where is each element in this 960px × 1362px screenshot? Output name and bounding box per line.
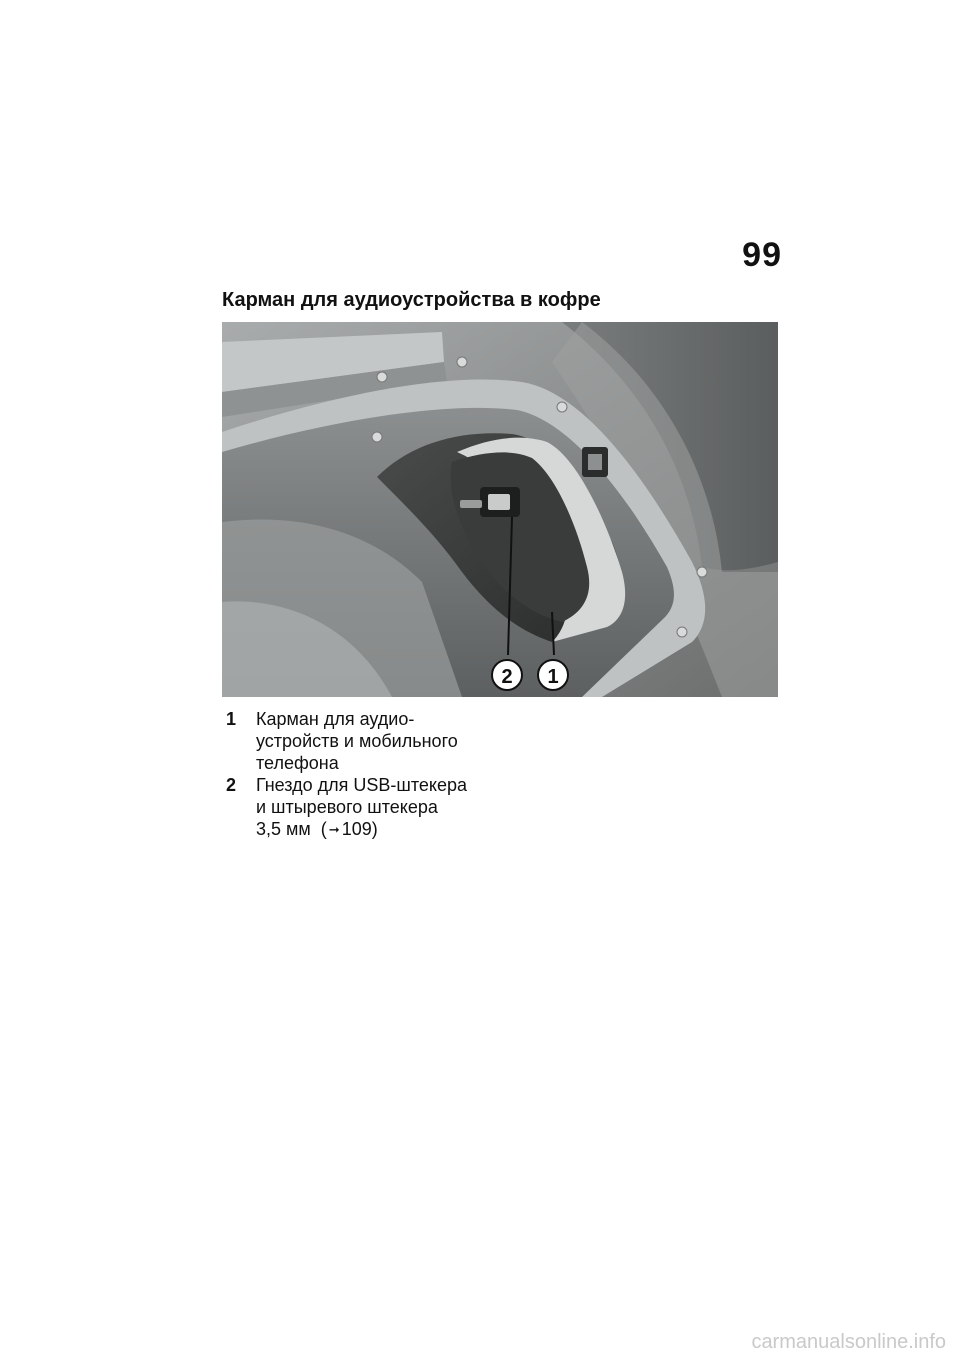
callout-1 xyxy=(538,660,568,690)
legend-item-number: 1 xyxy=(226,709,237,729)
legend-line xyxy=(256,818,526,841)
legend-item-text xyxy=(256,774,526,841)
callout-2-label: 2 xyxy=(501,666,513,688)
callout-1-label: 1 xyxy=(547,666,559,688)
legend xyxy=(226,708,526,841)
watermark: carmanualsonline.info xyxy=(751,1331,946,1353)
callout-2 xyxy=(492,660,522,690)
figure-audio-pocket xyxy=(222,322,778,697)
page-reference-link[interactable]: 109 xyxy=(341,819,372,839)
legend-item-1 xyxy=(226,708,526,774)
legend-line: телефона xyxy=(256,753,339,773)
page-reference-arrow-icon: ➞ xyxy=(328,822,340,837)
page-number: 99 xyxy=(742,236,782,274)
legend-line-prefix: 3,5 мм ( xyxy=(256,819,327,839)
legend-item-number: 2 xyxy=(226,775,237,795)
legend-line: и штыревого штекера xyxy=(256,797,438,817)
legend-item-2 xyxy=(226,774,526,841)
legend-line-suffix: ) xyxy=(371,819,378,839)
legend-line: устройств и мобильного xyxy=(256,731,458,751)
section-title: Карман для аудиоустройства в кофре xyxy=(222,289,601,311)
figure-illustration xyxy=(222,322,778,697)
legend-line: Гнездо для USB-штекера xyxy=(256,775,468,795)
legend-item-text xyxy=(256,708,526,774)
legend-line: Карман для аудио- xyxy=(256,709,415,729)
